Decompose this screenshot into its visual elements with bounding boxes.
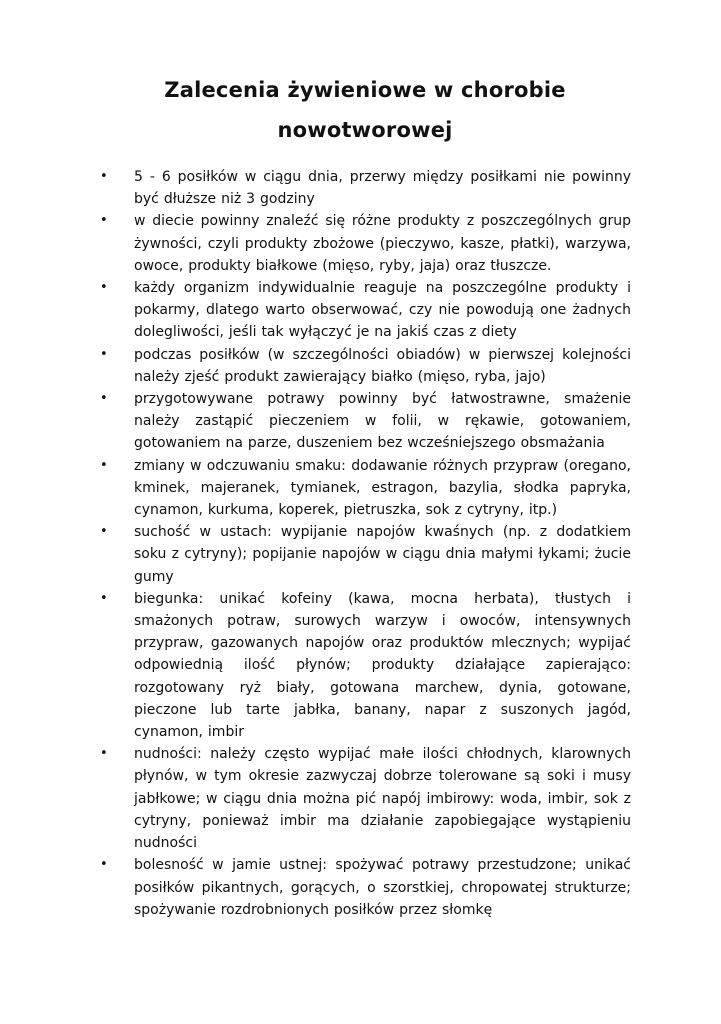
bullet-icon: •	[100, 213, 108, 229]
list-item	[0, 210, 631, 277]
recommendations-list	[0, 166, 721, 921]
list-item-text: biegunka: unikać kofeiny (kawa, mocna herbata), tłustych i smażonych potraw, surowych warzyw i owoców, intensywnych przypraw, gazowanych napojów oraz produktów mlecznych; wypijać odpowiednią ilość płynów; produkty działające zapierająco: rozgotowany ryż biały, gotowana marchew, dynia, gotowane, pieczone lub tarte jabłka, banany, napar z suszonych jagód, cynamon, imbir	[134, 590, 631, 741]
list-item	[0, 455, 631, 522]
title-line-2: nowotworowej	[277, 118, 453, 142]
bullet-icon: •	[100, 169, 108, 184]
list-item	[0, 277, 631, 344]
list-item-text: podczas posiłków (w szczególności obiadów) w pierwszej kolejności należy zjeść produkt zawierający białko (mięso, ryba, jajo)	[134, 346, 631, 385]
bullet-icon: •	[100, 280, 108, 296]
bullet-icon: •	[100, 746, 108, 762]
list-item-text: przygotowywane potrawy powinny być łatwostrawne, smażenie należy zastąpić pieczeniem w folii, w rękawie, gotowaniem, gotowaniem na parze, duszeniem bez wcześniejszego obsmażania	[134, 391, 631, 452]
bullet-icon: •	[100, 391, 108, 407]
list-item-text: nudności: należy często wypijać małe ilości chłodnych, klarownych płynów, w tym okresie zazwyczaj dobrze tolerowane są soki i musy jabłkowe; w ciągu dnia można pić napój imbirowy: woda, imbir, sok z cytryny, ponieważ imbir ma działanie zapobiegające wystąpieniu nudności	[134, 746, 631, 852]
title-line-1: Zalecenia żywieniowe w chorobie	[164, 78, 566, 102]
list-item	[0, 166, 631, 210]
list-item	[0, 521, 631, 588]
list-item-text: 5 - 6 posiłków w ciągu dnia, przerwy między posiłkami nie powinny być dłuższe niż 3 godziny	[134, 169, 631, 208]
bullet-icon: •	[100, 857, 108, 873]
list-item-text: zmiany w odczuwaniu smaku: dodawanie różnych przypraw (oregano, kminek, majeranek, tymianek, estragon, bazylia, słodka papryka, cynamon, kurkuma, koperek, pietruszka, sok z cytryny, itp.)	[134, 457, 631, 519]
bullet-icon: •	[100, 346, 108, 362]
bullet-icon: •	[100, 590, 108, 606]
bullet-icon: •	[100, 524, 108, 540]
list-item	[0, 854, 631, 921]
list-item-text: w diecie powinny znaleźć się różne produkty z poszczególnych grup żywności, czyli produkty zbożowe (pieczywo, kasze, płatki), warzywa, owoce, produkty białkowe (mięso, ryby, jaja) oraz tłuszcze.	[134, 213, 631, 274]
list-item-text: suchość w ustach: wypijanie napojów kwaśnych (np. z dodatkiem soku z cytryny); popijanie napojów w ciągu dnia małymi łykami; żucie gumy	[134, 524, 631, 585]
list-item-text: bolesność w jamie ustnej: spożywać potrawy przestudzone; unikać posiłków pikantnych, gorących, o szorstkiej, chropowatej strukturze; spożywanie rozdrobnionych posiłków przez słomkę	[134, 857, 631, 918]
list-item-text: każdy organizm indywidualnie reaguje na poszczególne produkty i pokarmy, dlatego warto obserwować, czy nie powodują one żadnych dolegliwości, jeśli tak wyłączyć je na jakiś czas z diety	[134, 280, 631, 341]
list-item	[0, 743, 631, 854]
list-item	[0, 588, 631, 743]
list-item	[0, 388, 631, 455]
list-item	[0, 344, 631, 388]
document-title	[100, 70, 630, 150]
bullet-icon: •	[100, 457, 108, 473]
